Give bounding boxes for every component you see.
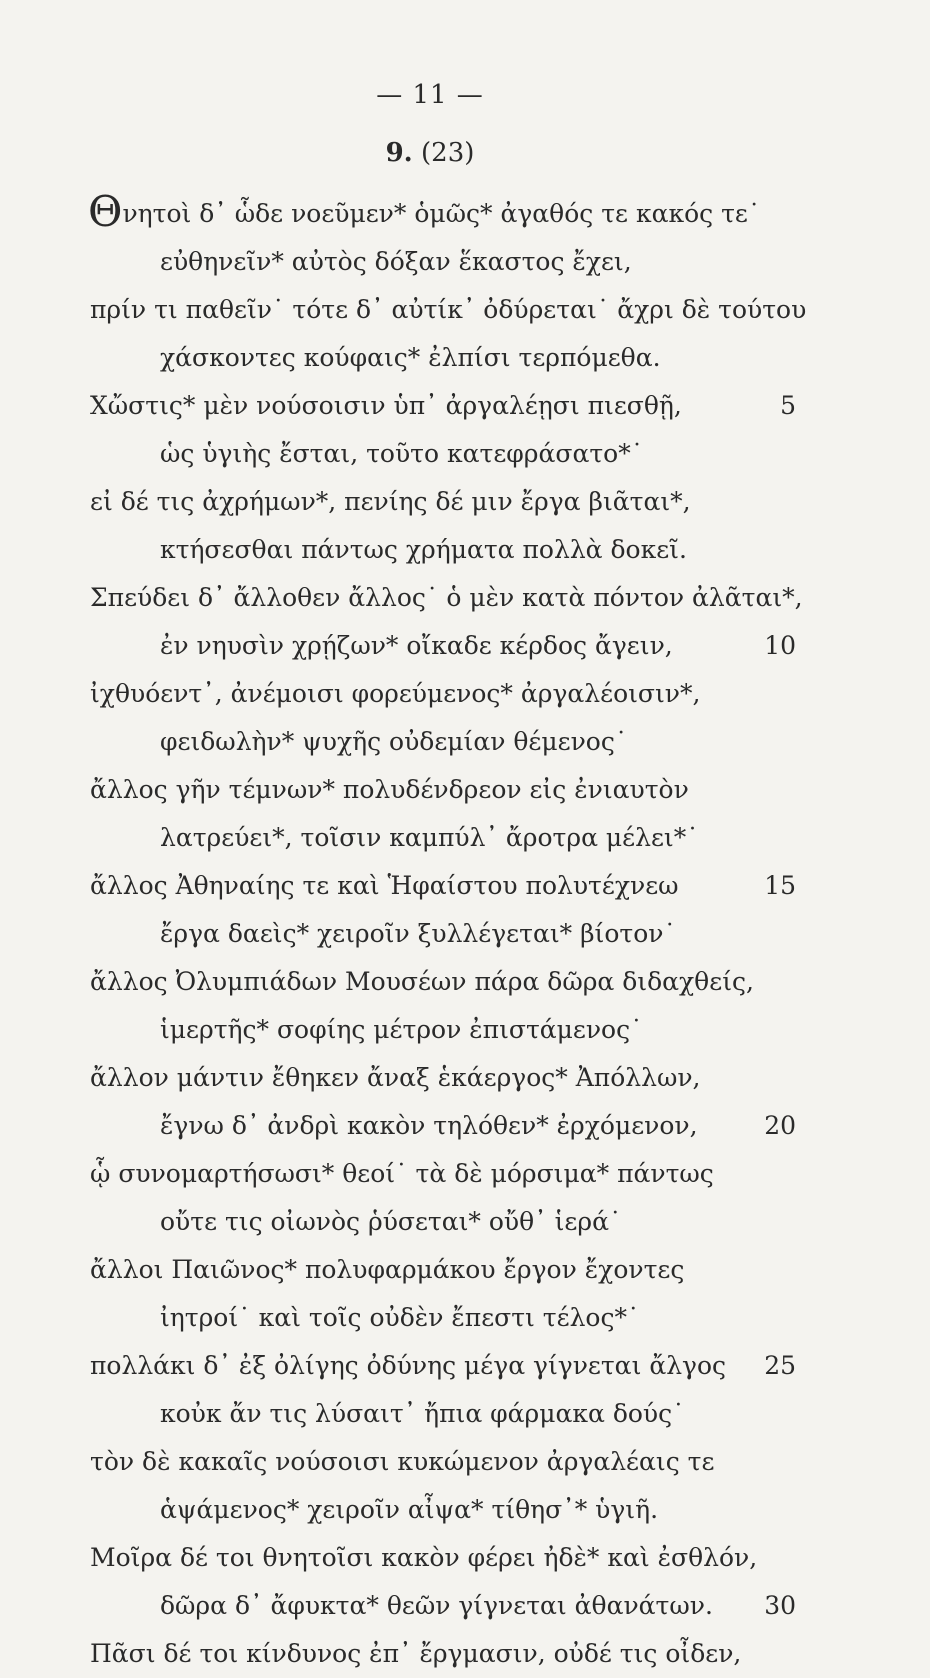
- verse-text: [160, 1294, 639, 1342]
- verse-text-content: κοὐκ ἄν τις λύσαιτ᾽ ἤπια φάρμακα δούς˙: [160, 1399, 685, 1428]
- verse-text-content: νητοὶ δ᾽ ὧδε νοεῦμεν* ὁμῶς* ἀγαθός τε κακός τε˙: [122, 199, 761, 228]
- verse-text: [90, 478, 691, 526]
- verse-line: [0, 478, 930, 526]
- verse-line: [0, 1438, 930, 1486]
- verse-text: [90, 862, 679, 910]
- verse-text-content: Χὤστις* μὲν νούσοισιν ὑπ᾽ ἀργαλέῃσι πιεσθῇ,: [90, 391, 682, 420]
- verse-text: [90, 766, 689, 814]
- verse-text-content: οὔτε τις οἰωνὸς ῥύσεται* οὔθ᾽ ἱερά˙: [160, 1207, 622, 1236]
- verse-line: [0, 958, 930, 1006]
- poem-number: 9.: [385, 138, 413, 168]
- verse-line: [0, 862, 930, 910]
- verse-line: [0, 334, 930, 382]
- verse-text: [160, 1102, 698, 1150]
- verse-line: [0, 718, 930, 766]
- verse-line: [0, 1630, 930, 1678]
- page-number: — 11 —: [376, 80, 484, 110]
- line-number: 10: [764, 631, 796, 660]
- verse-text-content: λατρεύει*, τοῖσιν καμπύλ᾽ ἄροτρα μέλει*˙: [160, 823, 699, 852]
- verse-text-content: ἐν νηυσὶν χρῄζων* οἴκαδε κέρδος ἄγειν,: [160, 631, 673, 660]
- verse-text: [90, 958, 754, 1006]
- verse-line: [0, 910, 930, 958]
- line-number: 25: [764, 1351, 796, 1380]
- line-number: 20: [764, 1111, 796, 1140]
- verse-line: [0, 670, 930, 718]
- verse-text-content: εὐθηνεῖν* αὐτὸς δόξαν ἕκαστος ἔχει,: [160, 247, 632, 276]
- verse-text-content: ἄλλος Ἀθηναίης τε καὶ Ἡφαίστου πολυτέχνεω: [90, 871, 679, 900]
- verse-line: [0, 1390, 930, 1438]
- verse-text: [160, 1486, 658, 1534]
- verse-text-content: ᾧ συνομαρτήσωσι* θεοί˙ τὰ δὲ μόρσιμα* πάντως: [90, 1159, 714, 1188]
- verse-text-content: ἔργα δαεὶς* χειροῖν ξυλλέγεται* βίοτον˙: [160, 919, 676, 948]
- verse-text: [160, 1390, 685, 1438]
- verse-line: [0, 1342, 930, 1390]
- verse-text-content: Σπεύδει δ᾽ ἄλλοθεν ἄλλος˙ ὁ μὲν κατὰ πόντον ἀλᾶται*,: [90, 583, 803, 612]
- fragment-number: (23): [421, 138, 475, 168]
- verse-text-content: Πᾶσι δέ τοι κίνδυνος ἐπ᾽ ἔργμασιν, οὐδέ τις οἶδεν,: [90, 1639, 742, 1668]
- verse-text: [160, 910, 676, 958]
- verse-line: [0, 1198, 930, 1246]
- verse-line: [0, 1582, 930, 1630]
- verse-text-content: ἄλλος Ὀλυμπιάδων Μουσέων πάρα δῶρα διδαχθείς,: [90, 967, 754, 996]
- verse-text: [88, 187, 761, 238]
- verse-text-content: πολλάκι δ᾽ ἐξ ὀλίγης ὀδύνης μέγα γίγνεται ἄλγος: [90, 1351, 727, 1380]
- verse-text: [90, 1342, 726, 1390]
- verse-text: [90, 1630, 741, 1678]
- verse-line: [0, 1006, 930, 1054]
- verse-text-content: πρίν τι παθεῖν˙ τότε δ᾽ αὐτίκ᾽ ὀδύρεται˙ ἄχρι δὲ τούτου: [90, 295, 807, 324]
- verse-line: [0, 382, 930, 430]
- verse-text: [90, 574, 803, 622]
- verse-text-content: κτήσεσθαι πάντως χρήματα πολλὰ δοκεῖ.: [160, 535, 687, 564]
- verse-text-content: Μοῖρα δέ τοι θνητοῖσι κακὸν φέρει ἠδὲ* καὶ ἐσθλόν,: [90, 1543, 758, 1572]
- verse-text: [160, 526, 687, 574]
- verse-line: [0, 526, 930, 574]
- verse-text: [90, 286, 806, 334]
- verse-line: [0, 622, 930, 670]
- verse-line: [0, 814, 930, 862]
- verse-line: [0, 187, 930, 238]
- initial-letter: Θ: [88, 187, 123, 236]
- line-number: 15: [764, 871, 796, 900]
- verse-line: [0, 574, 930, 622]
- verse-text: [90, 1150, 714, 1198]
- verse-text: [160, 814, 699, 862]
- poem-heading: [0, 138, 860, 168]
- verse-text-content: ἄλλοι Παιῶνος* πολυφαρμάκου ἔργον ἔχοντες: [90, 1255, 685, 1284]
- verse-text: [90, 382, 682, 430]
- verse-text: [160, 334, 661, 382]
- line-number: 5: [780, 391, 796, 420]
- verse-text-content: ἰχθυόεντ᾽, ἀνέμοισι φορεύμενος* ἀργαλέοισιν*,: [90, 679, 701, 708]
- verse-text-content: ἁψάμενος* χειροῖν αἶψα* τίθησ᾽* ὑγιῆ.: [160, 1495, 659, 1524]
- verse-text-content: τὸν δὲ κακαῖς νούσοισι κυκώμενον ἀργαλέαις τε: [90, 1447, 715, 1476]
- verse-line: [0, 1246, 930, 1294]
- verse-line: [0, 286, 930, 334]
- verse-text-content: δῶρα δ᾽ ἄφυκτα* θεῶν γίγνεται ἀθανάτων.: [160, 1591, 713, 1620]
- verse-text: [160, 1198, 621, 1246]
- verse-text-content: ἱμερτῆς* σοφίης μέτρον ἐπιστάμενος˙: [160, 1015, 643, 1044]
- verse-line: [0, 1486, 930, 1534]
- verse-text-content: ἰητροί˙ καὶ τοῖς οὐδὲν ἔπεστι τέλος*˙: [160, 1303, 640, 1332]
- verse-text: [160, 238, 632, 286]
- verse-text: [90, 1246, 684, 1294]
- verse-text: [160, 430, 643, 478]
- verse-line: [0, 1102, 930, 1150]
- verse-text-content: ἔγνω δ᾽ ἀνδρὶ κακὸν τηλόθεν* ἐρχόμενον,: [160, 1111, 698, 1140]
- verse-line: [0, 1150, 930, 1198]
- verse-text-content: φειδωλὴν* ψυχῆς οὐδεμίαν θέμενος˙: [160, 727, 628, 756]
- verse-line: [0, 238, 930, 286]
- verse-line: [0, 430, 930, 478]
- line-number: 30: [764, 1591, 796, 1620]
- verse-text: [90, 1054, 701, 1102]
- verse-line: [0, 1054, 930, 1102]
- verse-line: [0, 1294, 930, 1342]
- verse-text-content: εἰ δέ τις ἀχρήμων*, πενίης δέ μιν ἔργα βιᾶται*,: [90, 487, 691, 516]
- verse-text: [90, 1438, 714, 1486]
- verse-text-content: ὡς ὑγιὴς ἔσται, τοῦτο κατεφράσατο*˙: [160, 439, 644, 468]
- verse-text: [160, 1006, 643, 1054]
- verse-text-content: ἄλλος γῆν τέμνων* πολυδένδρεον εἰς ἐνιαυτὸν: [90, 775, 689, 804]
- verse-line: [0, 766, 930, 814]
- verse-line: [0, 1534, 930, 1582]
- verse-text-content: χάσκοντες κούφαις* ἐλπίσι τερπόμεθα.: [160, 343, 661, 372]
- poem-body: [0, 187, 930, 1678]
- verse-text: [90, 670, 700, 718]
- verse-text: [160, 622, 673, 670]
- verse-text: [160, 718, 627, 766]
- verse-text: [90, 1534, 757, 1582]
- verse-text-content: ἄλλον μάντιν ἔθηκεν ἄναξ ἑκάεργος* Ἀπόλλων,: [90, 1063, 701, 1092]
- verse-text: [160, 1582, 713, 1630]
